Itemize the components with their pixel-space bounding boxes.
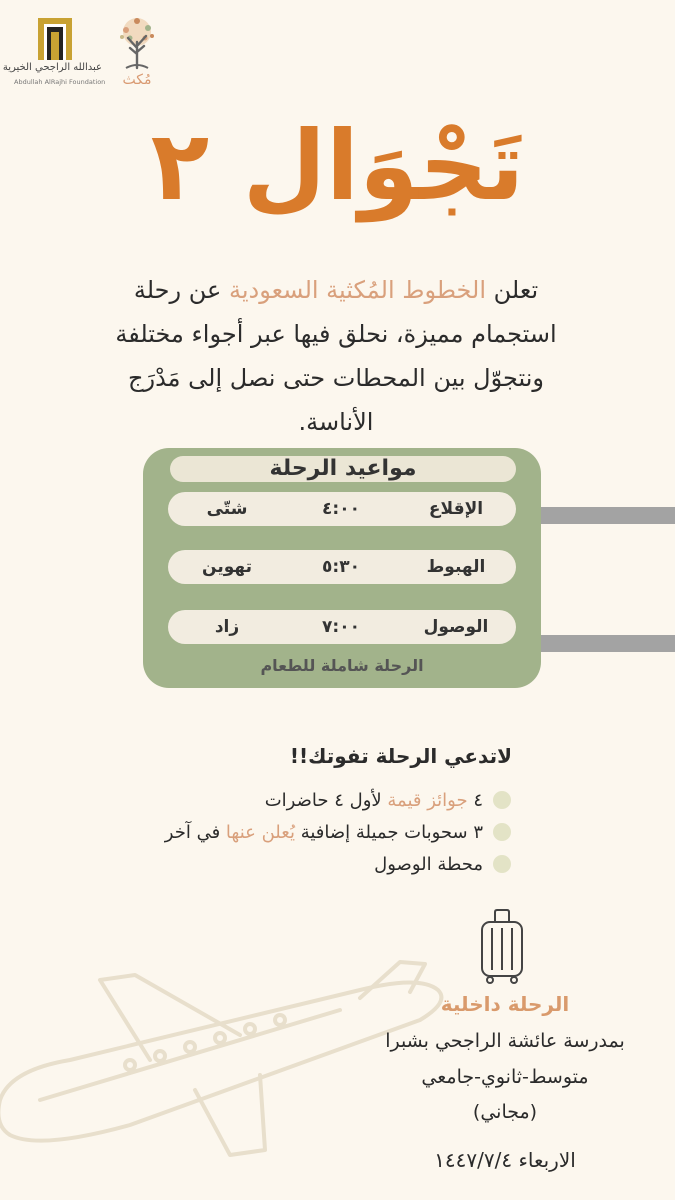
schedule-row-time: ٥:٣٠ [322,557,360,577]
intro-text-end: عن رحلة استجمام مميزة، نحلق فيها عبر أجواء مختلفة ونتجوّل بين المحطات حتى نصل إلى مَدْرَج الأناسة. [115,276,557,436]
schedule-note: الرحلة شاملة للطعام [260,656,424,675]
schedule-row-label: الإقلاع [428,499,484,519]
page-title: تَجْوَال ٢ [150,110,525,222]
list-item [91,786,511,814]
schedule-row-label: الوصول [423,617,489,637]
schedule-row-landing [168,550,516,584]
bullet-dot-icon [493,855,511,873]
intro-text-start: تعلن [486,276,539,304]
schedule-row-label: الهبوط [426,557,486,577]
rajhi-logo-icon [38,18,72,60]
rajhi-logo-english: Abdullah AlRajhi Foundation [14,78,106,86]
schedule-row-time: ٧:٠٠ [322,617,360,637]
list-item [91,818,511,846]
decorative-bar-top [538,507,675,524]
decorative-bar-bottom [538,635,675,652]
trip-price: (مجاني) [472,1101,538,1123]
rajhi-logo-arabic: عبدالله الراجحي الخيرية [2,62,102,73]
makth-logo-label: مُكث [122,72,152,88]
list-item-text-start: ٤ [473,789,483,811]
list-item-highlight: يُعلن عنها [225,821,295,843]
list-item [91,850,511,878]
bullet-dot-icon [493,823,511,841]
list-item-text-start: محطة الوصول [374,853,483,875]
schedule-row-place: زاد [214,617,240,637]
trip-type: الرحلة داخلية [440,992,570,1016]
list-item-highlight: جوائز قيمة [387,789,468,811]
schedule-row-takeoff [168,492,516,526]
dont-miss-title: لاتدعي الرحلة تفوتك!! [289,744,512,768]
trip-levels: متوسط-ثانوي-جامعي [421,1066,589,1088]
bullet-dot-icon [493,791,511,809]
trip-date: الاربعاء ١٤٤٧/٧/٤ [434,1148,576,1172]
intro-paragraph [100,268,572,444]
schedule-row-arrival [168,610,516,644]
rajhi-foundation-logo [2,18,106,90]
list-item-text-start: ٣ سحوبات جميلة إضافية [300,821,483,843]
airplane-icon [0,950,460,1160]
tree-logo-icon [108,12,166,72]
makth-logo [108,12,166,92]
suitcase-icon [478,908,526,984]
schedule-row-place: شتّى [206,499,248,519]
list-item-text-end: في آخر [164,821,221,843]
list-item-text-end: لأول ٤ حاضرات [264,789,382,811]
intro-highlight: الخطوط المُكثية السعودية [228,276,487,304]
schedule-row-time: ٤:٠٠ [322,499,360,519]
schedule-title: مواعيد الرحلة [170,456,516,482]
schedule-row-place: تهوين [202,557,252,577]
trip-venue: بمدرسة عائشة الراجحي بشبرا [385,1030,625,1052]
